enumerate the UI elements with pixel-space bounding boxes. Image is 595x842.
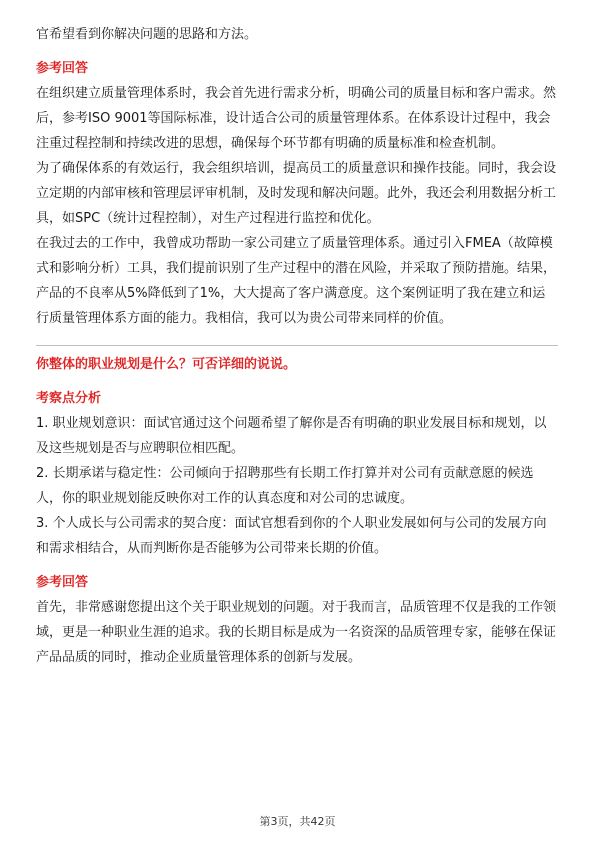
reference-answer-heading: 参考回答 <box>36 575 89 590</box>
answer-paragraph: 在我过去的工作中，我曾成功帮助一家公司建立了质量管理体系。通过引入FMEA（故障模式和影响分析）工具，我们提前识别了生产过程中的潜在风险，并采取了预防措施。结果，产品的不良率从5%降低到了1%，大大提高了客户满意度。这个案例证明了我在建立和运行质量管理体系方面的能力。我相信，我可以为贵公司带来同样的价值。 <box>36 236 557 326</box>
question-heading: 你整体的职业规划是什么？可否详细的说说。 <box>36 357 297 372</box>
answer-paragraph: 首先，非常感谢您提出这个关于职业规划的问题。对于我而言，品质管理不仅是我的工作领域，更是一种职业生涯的追求。我的长期目标是成为一名资深的品质管理专家，能够在保证产品品质的同时，推动企业质量管理体系的创新与发展。 <box>36 600 557 665</box>
page-number-footer: 第3页，共42页 <box>259 815 336 828</box>
answer-paragraph: 在组织建立质量管理体系时，我会首先进行需求分析，明确公司的质量目标和客户需求。然后，参考ISO 9001等国际标准，设计适合公司的质量管理体系。在体系设计过程中，我会注重过程控制和持续改进的思想，确保每个环节都有明确的质量标准和检查机制。 <box>36 86 557 151</box>
page-content <box>36 22 558 670</box>
answer-paragraph: 为了确保体系的有效运行，我会组织培训，提高员工的质量意识和操作技能。同时，我会设立定期的内部审核和管理层评审机制，及时发现和解决问题。此外，我还会利用数据分析工具，如SPC（统计过程控制），对生产过程进行监控和优化。 <box>36 161 557 226</box>
analysis-item: 3. 个人成长与公司需求的契合度：面试官想看到你的个人职业发展如何与公司的发展方向和需求相结合，从而判断你是否能够为公司带来长期的价值。 <box>36 516 547 556</box>
analysis-heading: 考察点分析 <box>36 391 102 406</box>
analysis-item: 1. 职业规划意识：面试官通过这个问题希望了解你是否有明确的职业发展目标和规划，以及这些规划是否与应聘职位相匹配。 <box>36 416 547 456</box>
reference-answer-heading: 参考回答 <box>36 61 89 76</box>
intro-tail-text: 官希望看到你解决问题的思路和方法。 <box>36 27 258 42</box>
section-divider <box>36 345 558 346</box>
analysis-item: 2. 长期承诺与稳定性：公司倾向于招聘那些有长期工作打算并对公司有贡献意愿的候选人，你的职业规划能反映你对工作的认真态度和对公司的忠诚度。 <box>36 466 534 506</box>
